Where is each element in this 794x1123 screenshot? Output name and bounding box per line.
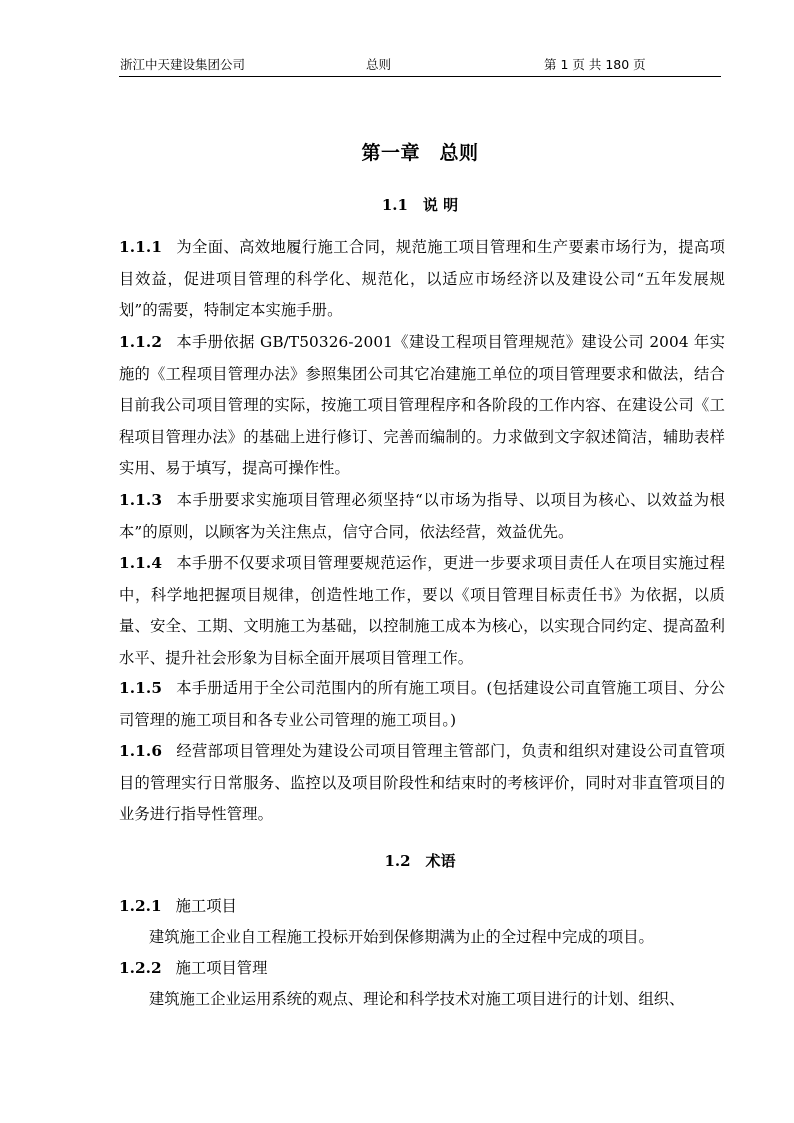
term-number: 1.2.1	[119, 897, 162, 915]
term-number: 1.2.2	[119, 959, 162, 977]
paragraph-1-1-2	[119, 327, 725, 485]
term-1-2-1	[119, 891, 237, 923]
header-company: 浙江中天建设集团公司	[120, 57, 246, 72]
header-section: 总则	[366, 57, 392, 72]
section-title-1-1: 1.1 说 明	[381, 196, 459, 214]
clause-text: 本手册适用于全公司范围内的所有施工项目。(包括建设公司直管施工项目、分公司管理的施工项目和各专业公司管理的施工项目。)	[119, 679, 725, 729]
chapter-title: 第一章 总则	[361, 142, 479, 164]
clause-text: 为全面、高效地履行施工合同，规范施工项目管理和生产要素市场行为，提高项目效益，促进项目管理的科学化、规范化，以适应市场经济以及建设公司“五年发展规划”的需要，特制定本实施手册。	[119, 238, 725, 319]
term-definition-1-2-2: 建筑施工企业运用系统的观点、理论和科学技术对施工项目进行的计划、组织、	[149, 990, 685, 1008]
clause-number: 1.1.3	[119, 491, 163, 509]
clause-text: 本手册依据 GB/T50326-2001《建设工程项目管理规范》建设公司 2004 年实施的《工程项目管理办法》参照集团公司其它冶建施工单位的项目管理要求和做法，结合目前我公司项目管理的实际，按施工项目管理程序和各阶段的工作内容、在建设公司《工程项目管理办法》的基础上进行修订、完善而编制的。力求做到文字叙述简洁，辅助表样实用、易于填写，提高可操作性。	[119, 333, 725, 477]
paragraph-1-1-3	[119, 485, 725, 548]
paragraph-1-1-6	[119, 736, 725, 831]
paragraph-1-1-4	[119, 548, 725, 674]
page-header	[119, 56, 721, 77]
header-page-info: 第 1 页 共 180 页	[544, 57, 646, 72]
clause-number: 1.1.4	[119, 554, 163, 572]
term-definition-1-2-1: 建筑施工企业自工程施工投标开始到保修期满为止的全过程中完成的项目。	[149, 928, 654, 946]
clause-number: 1.1.5	[119, 679, 163, 697]
term-name: 施工项目管理	[175, 959, 268, 977]
term-name: 施工项目	[175, 897, 237, 915]
term-1-2-2	[119, 953, 267, 985]
paragraph-1-1-5	[119, 673, 725, 736]
clause-text: 经营部项目管理处为建设公司项目管理主管部门，负责和组织对建设公司直管项目的管理实行日常服务、监控以及项目阶段性和结束时的考核评价，同时对非直管项目的业务进行指导性管理。	[119, 742, 725, 823]
paragraph-1-1-1	[119, 232, 725, 327]
clause-text: 本手册不仅要求项目管理要规范运作，更进一步要求项目责任人在项目实施过程中，科学地把握项目规律，创造性地工作，要以《项目管理目标责任书》为依据，以质量、安全、工期、文明施工为基础，以控制施工成本为核心，以实现合同约定、提高盈利水平、提升社会形象为目标全面开展项目管理工作。	[119, 554, 725, 667]
clause-number: 1.1.2	[119, 333, 163, 351]
clause-text: 本手册要求实施项目管理必须坚持“以市场为指导、以项目为核心、以效益为根本”的原则，以顾客为关注焦点，信守合同，依法经营，效益优先。	[119, 491, 725, 541]
section-title-1-2: 1.2 术语	[384, 852, 456, 870]
clause-number: 1.1.6	[119, 742, 163, 760]
clause-number: 1.1.1	[119, 238, 163, 256]
